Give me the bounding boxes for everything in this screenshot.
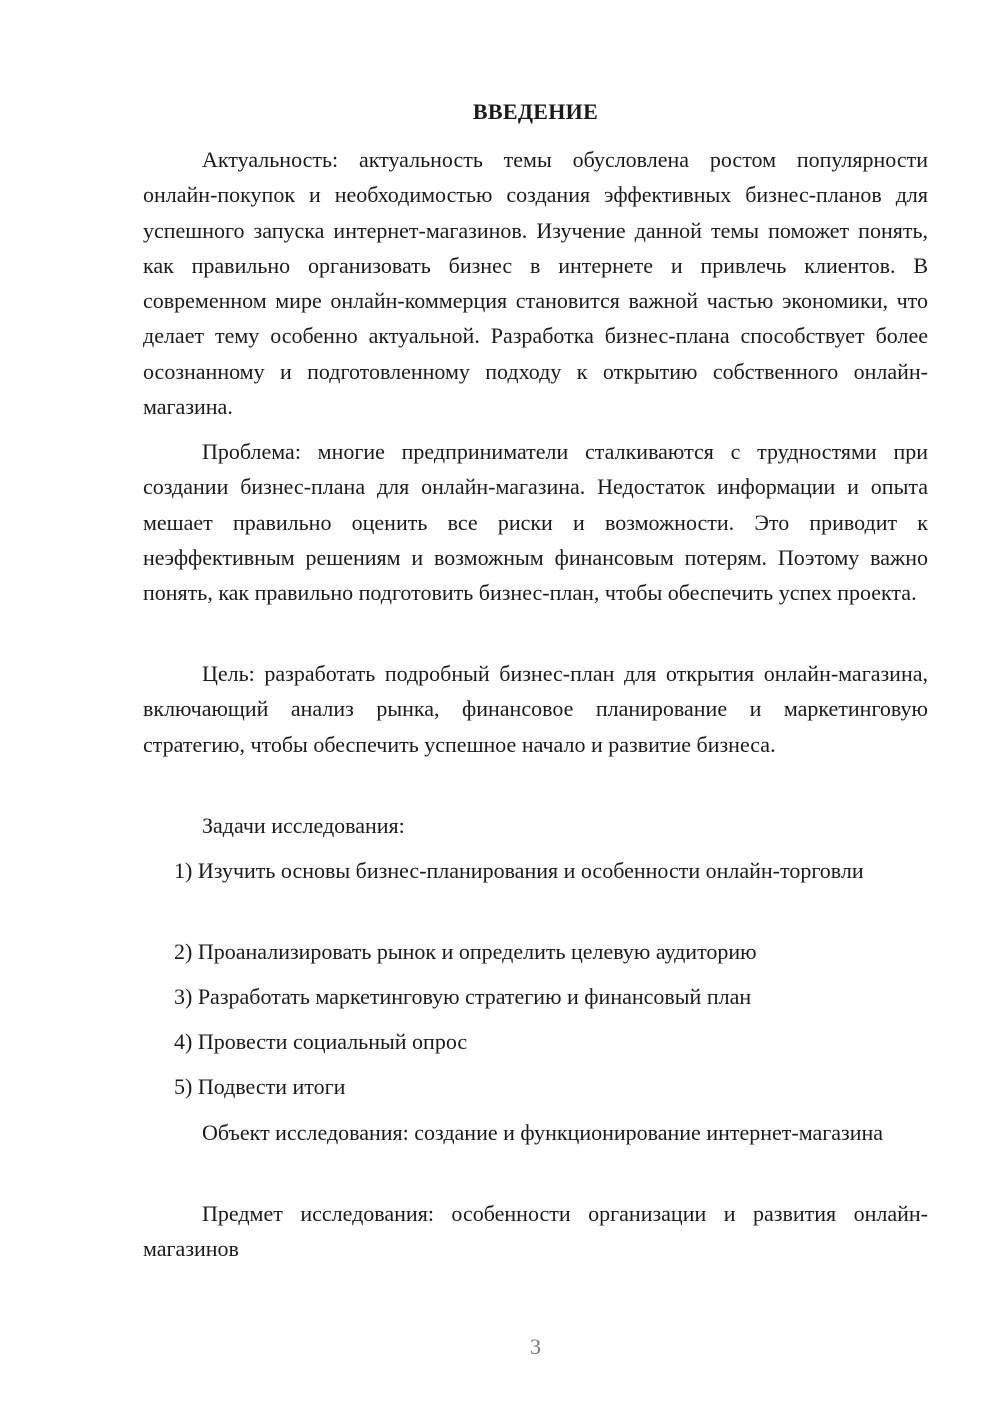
task-item: 3) Разработать маркетинговую стратегию и финансовый план: [174, 984, 752, 1009]
task-item: 2) Проанализировать рынок и определить целевую аудиторию: [174, 939, 757, 964]
task-item: 1) Изучить основы бизнес-планирования и особенности онлайн-торговли: [174, 858, 864, 883]
paragraph-relevance: Актуальность: актуальность темы обусловлена ростом популярности онлайн-покупок и необходимостью создания эффективных бизнес-планов для успешного запуска интернет-магазинов. Изучение данной темы поможет понять, как правильно организовать бизнес в интернете и привлечь клиентов. В современном мире онлайн-коммерция становится важной частью экономики, что делает тему особенно актуальной. Разработка бизнес-плана способствует более осознанному и подготовленному подходу к открытию собственного онлайн-магазина.: [143, 147, 928, 420]
paragraph-subject: Предмет исследования: особенности организации и развития онлайн-магазинов: [143, 1201, 928, 1262]
paragraph-object: Объект исследования: создание и функционирование интернет-магазина: [202, 1120, 884, 1145]
task-item: 4) Провести социальный опрос: [174, 1029, 468, 1054]
tasks-heading: Задачи исследования:: [202, 813, 405, 838]
paragraph-goal: Цель: разработать подробный бизнес-план для открытия онлайн-магазина, включающий анализ рынка, финансовое планирование и маркетинговую стратегию, чтобы обеспечить успешное начало и развитие бизнеса.: [143, 661, 928, 757]
task-item: 5) Подвести итоги: [174, 1074, 346, 1099]
page-number: 3: [530, 1334, 541, 1359]
paragraph-problem: Проблема: многие предприниматели сталкиваются с трудностями при создании бизнес-плана для онлайн-магазина. Недостаток информации и опыта мешает правильно оценить все риски и возможности. Это приводит к неэффективным решениям и возможным финансовым потерям. Поэтому важно понять, как правильно подготовить бизнес-план, чтобы обеспечить успех проекта.: [143, 439, 928, 606]
page-title: ВВЕДЕНИЕ: [472, 99, 599, 124]
